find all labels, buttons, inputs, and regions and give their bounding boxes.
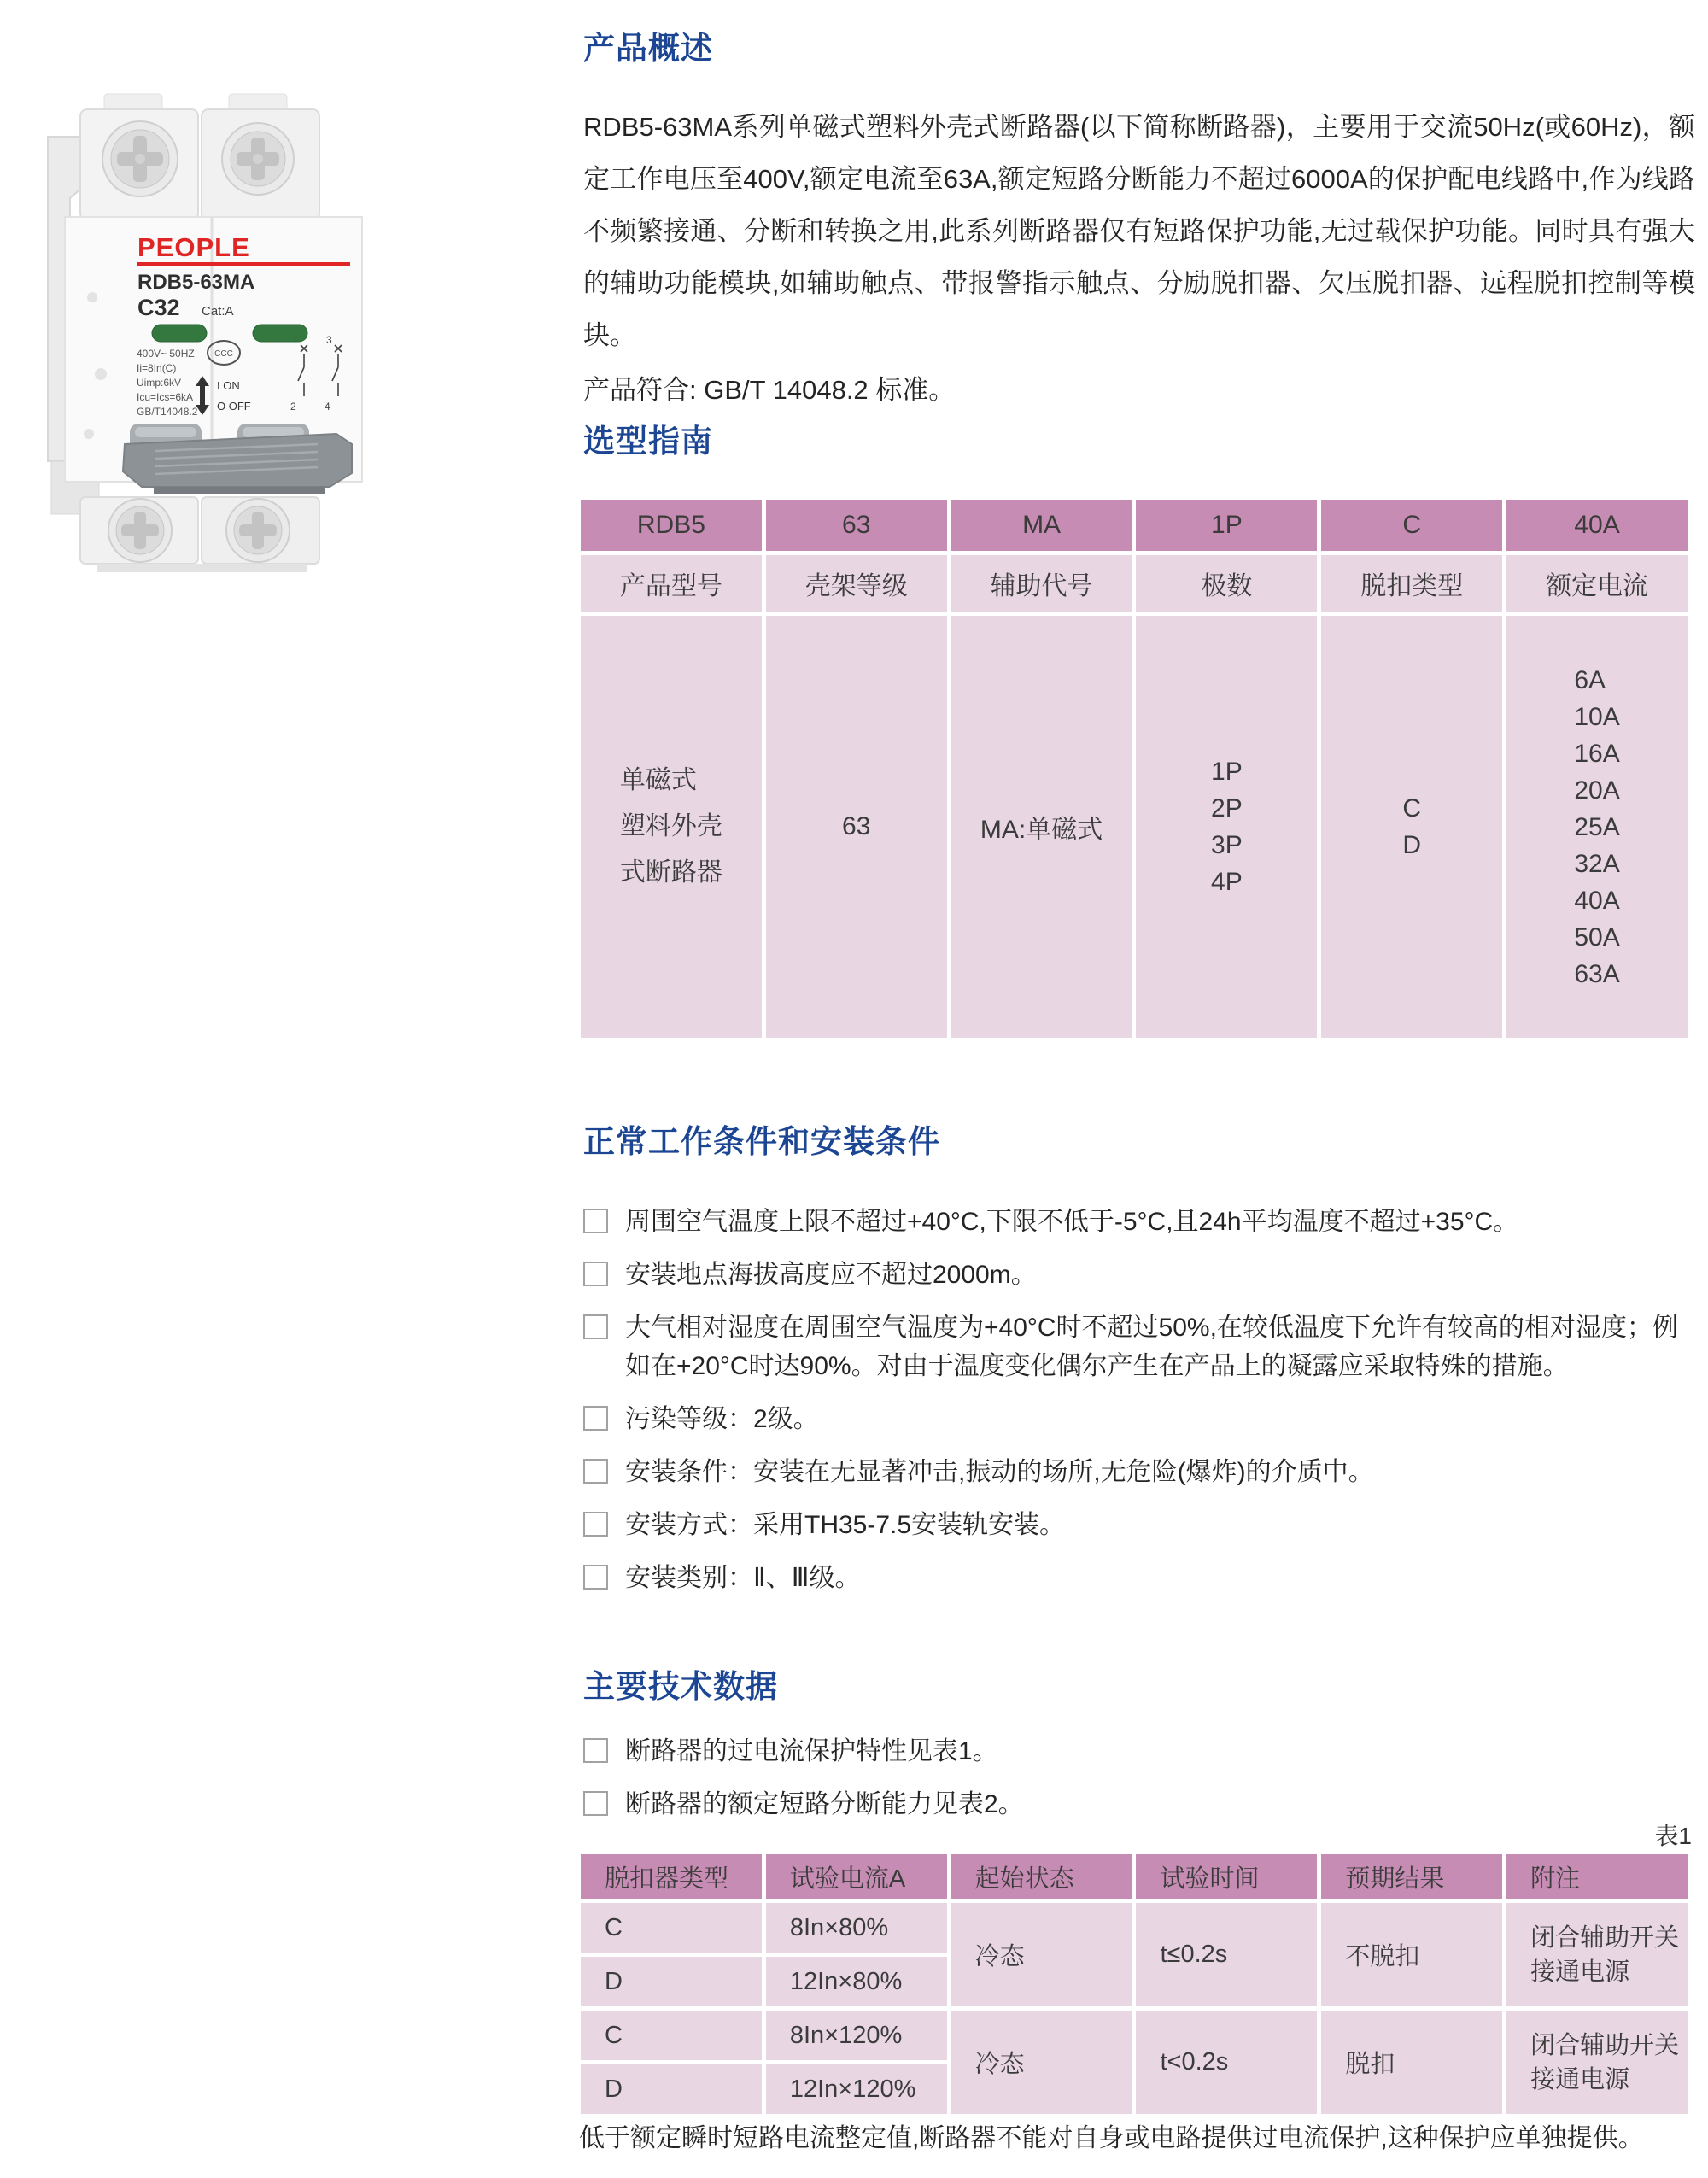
- terminal-number: 4: [325, 401, 330, 413]
- condition-text: 安装类别：Ⅱ、Ⅲ级。: [625, 1564, 861, 1592]
- overview-paragraph: RDB5-63MA系列单磁式塑料外壳式断路器(以下简称断路器)，主要用于交流50Hz(或60Hz)，额定工作电压至400V,额定电流至63A,额定短路分断能力不超过6000A的保护配电线路中,作为线路不频繁接通、分断和转换之用,此系列断路器仅有短路保护功能,无过载保护功能。同时具有强大的辅助功能模块,如辅助触点、带报警指示触点、分励脱扣器、欠压脱扣器、远程脱扣控制等模块。: [583, 112, 1695, 350]
- test-current-value: 12In×80%: [766, 1957, 947, 2006]
- list-item: [583, 1732, 1698, 1771]
- table1-header-row: [581, 1854, 1688, 1899]
- test-current-value: 8In×80%: [766, 1903, 947, 1953]
- column-header: 预期结果: [1321, 1854, 1502, 1899]
- column-header: 脱扣器类型: [581, 1854, 762, 1899]
- section-heading-techdata: 主要技术数据: [583, 1669, 778, 1704]
- list-item: [583, 1203, 1698, 1241]
- checkbox-icon: [583, 1262, 608, 1286]
- table1: [576, 1850, 1692, 2118]
- list-item: [583, 1453, 1698, 1491]
- trip-type-value: D: [581, 2064, 762, 2114]
- checkbox-icon: [583, 1512, 608, 1537]
- aux-cell: MA:单磁式: [951, 616, 1132, 1038]
- breaker-photo-svg: [26, 75, 367, 572]
- current-option: 25A: [1574, 812, 1620, 841]
- terminal-number: 2: [290, 401, 296, 413]
- test-current-value: 8In×120%: [766, 2011, 947, 2060]
- breaker-photo: [26, 75, 367, 572]
- body-dimple: [87, 292, 97, 302]
- techdata-text: 断路器的过电流保护特性见表1。: [625, 1737, 998, 1765]
- screw-icon: [226, 499, 290, 562]
- spec-line: 400V~ 50HZ: [137, 348, 195, 360]
- current-option: 10A: [1574, 702, 1620, 731]
- table1-caption: 表1: [1654, 1823, 1692, 1849]
- poles-cell: [1136, 616, 1317, 1038]
- section-heading-overview: 产品概述: [583, 31, 713, 66]
- section-heading-conditions: 正常工作条件和安装条件: [583, 1124, 940, 1159]
- code-cell: RDB5: [581, 500, 762, 551]
- note-value: 闭合辅助开关接通电源: [1506, 2011, 1688, 2114]
- overview-standard-line: 产品符合: GB/T 14048.2 标准。: [583, 375, 956, 405]
- screw-icon: [108, 499, 172, 562]
- trip-type-cell: [1321, 616, 1502, 1038]
- current-option: 63A: [1574, 959, 1620, 988]
- terminal-number: 3: [326, 334, 332, 346]
- spec-line: Ii=8In(C): [137, 362, 177, 374]
- label-cell: 产品型号: [581, 555, 762, 612]
- condition-text: 污染等级：2级。: [625, 1405, 819, 1433]
- green-indicator: [253, 325, 307, 342]
- selection-label-row: [581, 555, 1688, 612]
- label-cell: 脱扣类型: [1321, 555, 1502, 612]
- toggle-handle: [123, 434, 352, 494]
- pole-option: 3P: [1211, 831, 1243, 859]
- current-option: 6A: [1574, 665, 1606, 694]
- spec-line: Uimp:6kV: [137, 377, 182, 389]
- checkbox-icon: [583, 1314, 608, 1339]
- checkbox-icon: [583, 1209, 608, 1233]
- screw-icon: [222, 123, 294, 195]
- trip-type-value: D: [581, 1957, 762, 2006]
- list-item: [583, 1256, 1698, 1294]
- terminal-number: 1: [292, 334, 298, 346]
- techdata-text: 断路器的额定短路分断能力见表2。: [625, 1790, 1024, 1818]
- table-row: [581, 2011, 1688, 2060]
- pole-option: 2P: [1211, 794, 1243, 823]
- column-header: 起始状态: [951, 1854, 1132, 1899]
- list-item: [583, 1400, 1698, 1438]
- expected-result-value: 脱扣: [1321, 2011, 1502, 2114]
- selection-code-row: [581, 500, 1688, 551]
- current-option: 40A: [1574, 886, 1620, 915]
- pole-option: 1P: [1211, 758, 1243, 786]
- category-label: Cat:A: [202, 304, 234, 319]
- column-header: 试验电流A: [766, 1854, 947, 1899]
- svg-text:CCC: CCC: [214, 349, 233, 359]
- note-value: 闭合辅助开关接通电源: [1506, 1903, 1688, 2006]
- condition-text: 周围空气温度上限不超过+40°C,下限不低于-5°C,且24h平均温度不超过+35°C。: [625, 1208, 1519, 1236]
- code-cell: 40A: [1506, 500, 1688, 551]
- code-cell: C: [1321, 500, 1502, 551]
- frame-cell: 63: [766, 616, 947, 1038]
- label-cell: 壳架等级: [766, 555, 947, 612]
- condition-text: 安装条件：安装在无显著冲击,振动的场所,无危险(爆炸)的介质中。: [625, 1458, 1374, 1486]
- spec-line: GB/T14048.2: [137, 406, 198, 418]
- section-heading-selection: 选型指南: [583, 424, 713, 459]
- model-label: RDB5-63MA: [137, 271, 255, 294]
- product-line: 式断路器: [619, 858, 722, 887]
- right-pole-red-line: [224, 262, 350, 266]
- trip-option: D: [1402, 831, 1422, 859]
- current-option: 20A: [1574, 776, 1620, 805]
- condition-text: 安装地点海拔高度应不超过2000m。: [625, 1261, 1037, 1289]
- conditions-list: [583, 1203, 1698, 1612]
- checkbox-icon: [583, 1565, 608, 1590]
- green-indicator: [152, 325, 207, 342]
- body-dimple: [95, 368, 107, 380]
- breaker-base: [97, 564, 307, 572]
- checkbox-icon: [583, 1406, 608, 1431]
- column-header: 试验时间: [1136, 1854, 1317, 1899]
- pole-option: 4P: [1211, 868, 1243, 896]
- checkbox-icon: [583, 1791, 608, 1816]
- list-item: [583, 1506, 1698, 1544]
- trip-option: C: [1402, 794, 1422, 823]
- test-time-value: t<0.2s: [1136, 2011, 1317, 2114]
- list-item: [583, 1559, 1698, 1597]
- selection-guide-table: [576, 495, 1692, 1042]
- product-type-cell: [581, 616, 762, 1038]
- expected-result-value: 不脱扣: [1321, 1903, 1502, 2006]
- brand-logo: PEOPLE: [137, 232, 250, 262]
- code-cell: 63: [766, 500, 947, 551]
- spec-line: Icu=Ics=6kA: [137, 391, 194, 403]
- test-time-value: t≤0.2s: [1136, 1903, 1317, 2006]
- label-cell: 辅助代号: [951, 555, 1132, 612]
- currents-cell: [1506, 616, 1688, 1038]
- current-option: 32A: [1574, 849, 1620, 878]
- trip-type-value: C: [581, 1903, 762, 1953]
- rating-label: C32: [137, 295, 180, 320]
- screw-icon: [102, 121, 178, 196]
- trip-type-value: C: [581, 2011, 762, 2060]
- table-row: [581, 1903, 1688, 1953]
- label-cell: 额定电流: [1506, 555, 1688, 612]
- product-line: 塑料外壳: [619, 812, 722, 840]
- start-state-value: 冷态: [951, 2011, 1132, 2114]
- start-state-value: 冷态: [951, 1903, 1132, 2006]
- column-header: 附注: [1506, 1854, 1688, 1899]
- body-dimple: [84, 429, 94, 439]
- selection-body-row: [581, 616, 1688, 1038]
- condition-text: 大气相对湿度在周围空气温度为+40°C时不超过50%,在较低温度下允许有较高的相对湿度；例如在+20°C时达90%。对由于温度变化偶尔产生在产品上的凝露应采取特殊的措施。: [625, 1314, 1678, 1380]
- code-cell: 1P: [1136, 500, 1317, 551]
- on-label: I ON: [217, 379, 240, 392]
- checkbox-icon: [583, 1459, 608, 1484]
- off-label: O OFF: [217, 400, 251, 413]
- current-option: 16A: [1574, 739, 1620, 768]
- label-cell: 极数: [1136, 555, 1317, 612]
- checkbox-icon: [583, 1738, 608, 1763]
- test-current-value: 12In×120%: [766, 2064, 947, 2114]
- product-line: 单磁式: [619, 766, 697, 794]
- condition-text: 安装方式：采用TH35-7.5安装轨安装。: [625, 1511, 1066, 1539]
- table1-footnote: 低于额定瞬时短路电流整定值,断路器不能对自身或电路提供过电流保护,这种保护应单独提供。: [579, 2124, 1644, 2152]
- current-option: 50A: [1574, 922, 1620, 951]
- list-item: [583, 1309, 1698, 1385]
- code-cell: MA: [951, 500, 1132, 551]
